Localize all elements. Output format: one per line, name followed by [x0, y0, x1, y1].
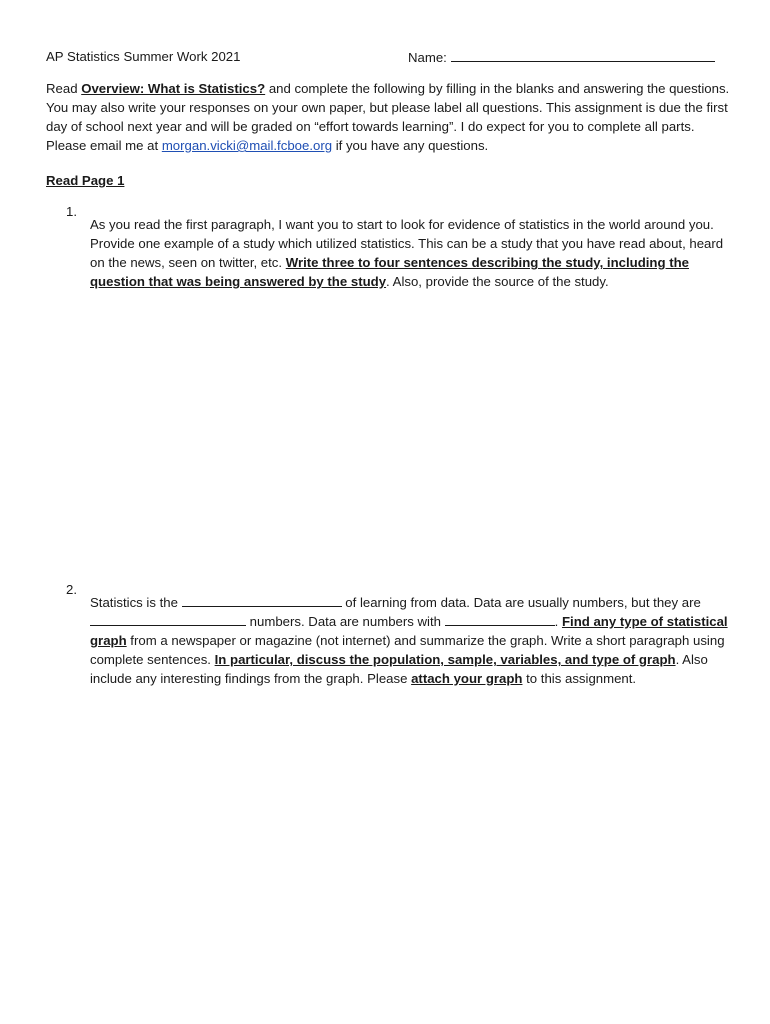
question-2-text-6: . Also include any interesting findings from the graph. Please — [90, 652, 708, 687]
reading-title: Overview: What is Statistics? — [81, 81, 266, 96]
question-2-text-5: from a newspaper or magazine (not internet) and summarize the graph. Write a short paragraph using complete sentences. — [90, 633, 725, 668]
question-2-text-3: numbers. Data are numbers with — [246, 614, 445, 630]
question-1-text-2: . Also, provide the source of the study. — [386, 274, 609, 290]
document-title: AP Statistics Summer Work 2021 — [46, 49, 241, 64]
question-2-text-2: of learning from data. Data are usually numbers, but they are — [341, 595, 701, 611]
section-heading: Read Page 1 — [46, 173, 125, 188]
email-link[interactable]: morgan.vicki@mail.fcboe.org — [161, 138, 333, 153]
instructions-paragraph — [46, 79, 736, 155]
header — [46, 47, 726, 67]
intro-text-2: and complete the following by filling in the blanks and answering the questions. You may also write your responses on your own paper, but please label all questions. This assignment is due the first day of school next year and will be graded on “effort towards learning”. I do expect for you to complete all parts. Please email me at — [46, 81, 730, 153]
question-2-emphasis-1: Find any type of statistical graph — [90, 614, 728, 649]
fill-in-blank-3[interactable] — [445, 612, 555, 626]
question-1-emphasis: Write three to four sentences describing the study, including the question that was being answered by the study — [90, 255, 689, 290]
name-label: Name: — [408, 50, 447, 65]
intro-text-1: Read — [46, 81, 82, 96]
question-2-emphasis-2: In particular, discuss the population, sample, variables, and type of graph — [214, 652, 676, 668]
intro-text-3: if you have any questions. — [332, 138, 489, 153]
question-2 — [66, 580, 736, 701]
question-2-text-7: to this assignment. — [522, 671, 637, 687]
question-1 — [66, 202, 736, 304]
question-1-number: 1. — [66, 204, 77, 219]
question-2-text-4: . — [554, 614, 562, 630]
fill-in-blank-2[interactable] — [90, 612, 246, 626]
name-blank-line[interactable] — [451, 47, 715, 62]
question-2-number: 2. — [66, 582, 77, 597]
fill-in-blank-1[interactable] — [182, 593, 342, 607]
question-1-text-1: As you read the first paragraph, I want you to start to look for evidence of statistics in the world around you. Provide one example of a study which utilized statistics. This can be a study that you have read about, heard on the news, seen on twitter, etc. — [90, 217, 724, 271]
question-2-text-1: Statistics is the — [90, 595, 182, 611]
name-field-group — [408, 47, 715, 67]
question-2-emphasis-3: attach your graph — [411, 671, 523, 687]
